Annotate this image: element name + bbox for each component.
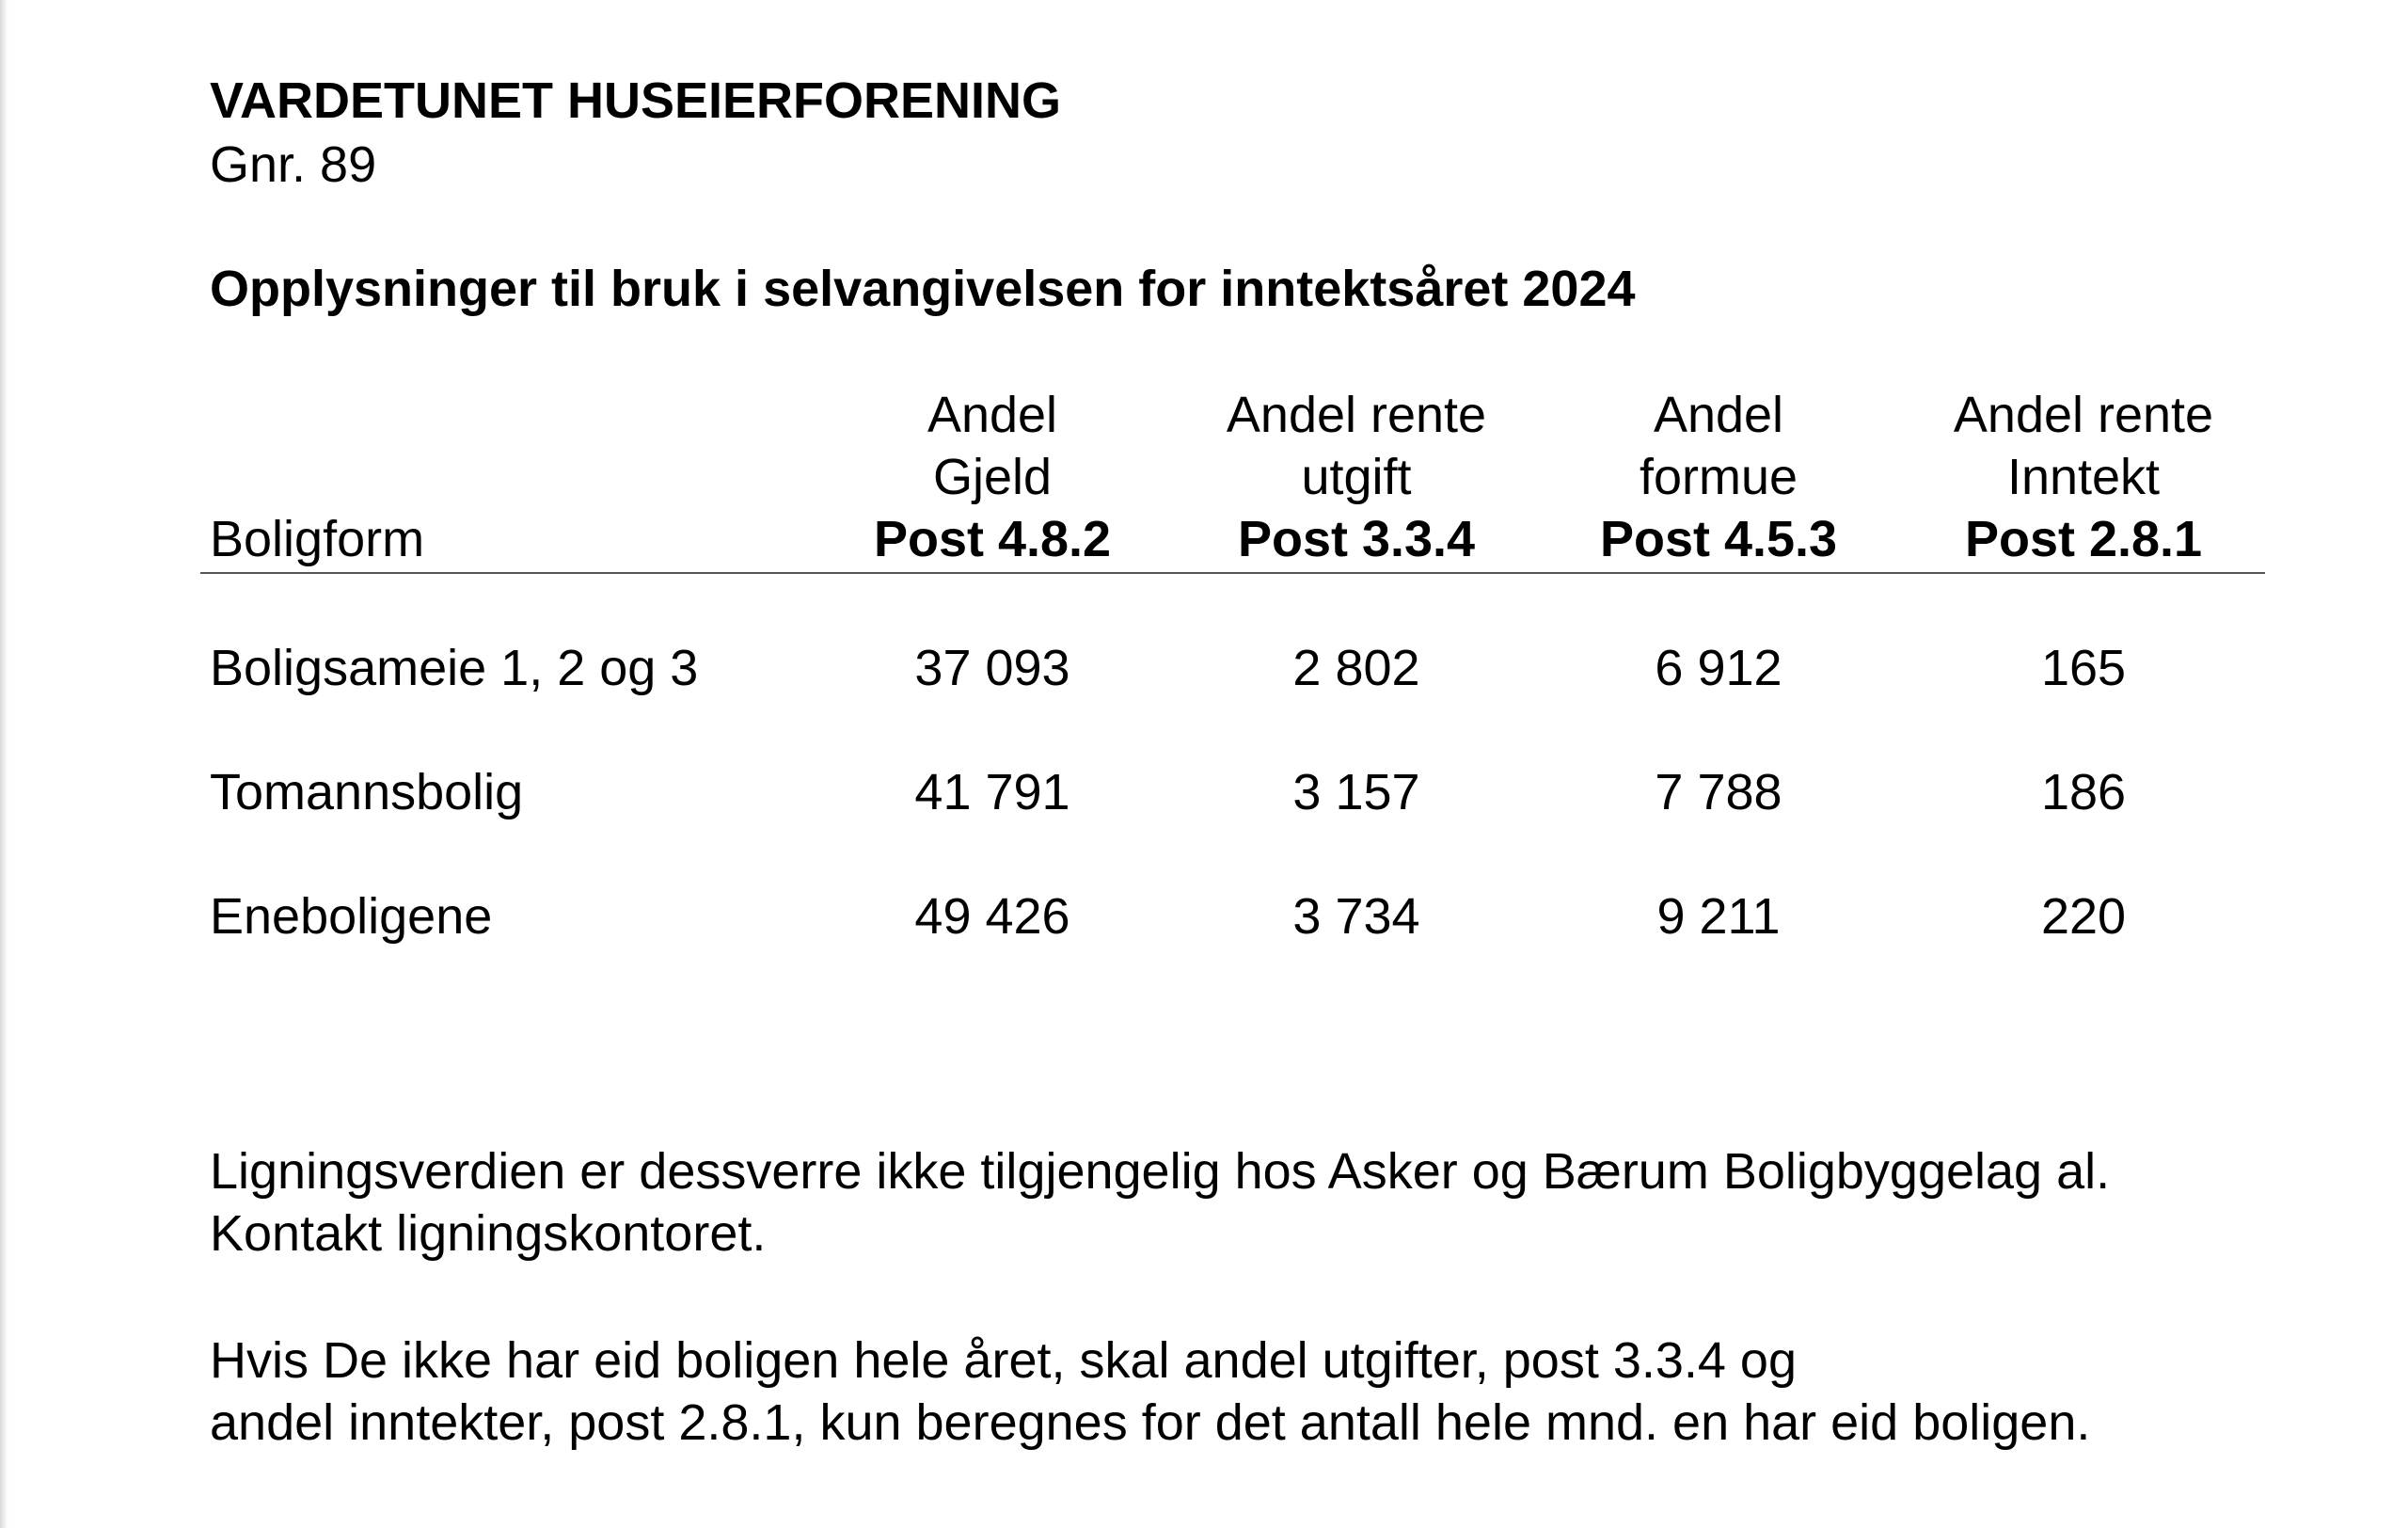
table-cell: 9 211 [1656, 888, 1781, 945]
table-cell: 186 [2040, 764, 2127, 820]
table-cell: 165 [2040, 640, 2127, 696]
header-divider [200, 572, 2265, 574]
table-cell: 37 093 [914, 640, 1070, 696]
note-line: andel inntekter, post 2.8.1, kun beregnes for det antall hele mnd. en har eid boligen. [210, 1394, 2091, 1451]
column-header-line2: utgift [1301, 449, 1412, 505]
table-cell: 41 791 [914, 764, 1070, 820]
note-line: Kontakt ligningskontoret. [210, 1205, 767, 1262]
table-cell: 220 [2040, 888, 2127, 945]
row-label: Boligsameie 1, 2 og 3 [210, 640, 699, 696]
column-header-line1: Andel rente [1953, 387, 2214, 443]
page-left-edge [0, 0, 8, 1528]
column-header-boligform: Boligform [210, 511, 425, 567]
column-header-line2: Inntekt [2006, 449, 2161, 505]
organization-name: VARDETUNET HUSEIERFORENING [210, 72, 1062, 129]
row-label: Eneboligene [210, 888, 493, 945]
column-header-line1: Andel [1653, 387, 1784, 443]
column-header-line1: Andel [927, 387, 1058, 443]
table-cell: 7 788 [1655, 764, 1782, 820]
column-header-line2: Gjeld [932, 449, 1053, 505]
table-cell: 6 912 [1655, 640, 1782, 696]
note-line: Hvis De ikke har eid boligen hele året, skal andel utgifter, post 3.3.4 og [210, 1332, 1797, 1389]
column-header-line1: Andel rente [1226, 387, 1487, 443]
table-cell: 2 802 [1292, 640, 1420, 696]
row-label: Tomannsbolig [210, 764, 524, 820]
property-number: Gnr. 89 [210, 136, 377, 193]
table-cell: 3 157 [1292, 764, 1420, 820]
table-cell: 3 734 [1292, 888, 1420, 945]
column-header-formue [1538, 384, 1899, 570]
column-header-line2: formue [1639, 449, 1798, 505]
note-line: Ligningsverdien er dessverre ikke tilgjengelig hos Asker og Bærum Boligbyggelag al. [210, 1143, 2111, 1200]
table-cell: 49 426 [914, 888, 1070, 945]
column-header-rente-utgift [1176, 384, 1537, 570]
column-header-post: Post 4.5.3 [1599, 511, 1838, 567]
column-header-post: Post 3.3.4 [1237, 511, 1476, 567]
column-header-post: Post 2.8.1 [1964, 511, 2203, 567]
document-title: Opplysninger til bruk i selvangivelsen for inntektsåret 2024 [210, 261, 1636, 317]
column-header-rente-inntekt [1903, 384, 2264, 570]
column-header-post: Post 4.8.2 [873, 511, 1112, 567]
column-header-gjeld [812, 384, 1173, 570]
